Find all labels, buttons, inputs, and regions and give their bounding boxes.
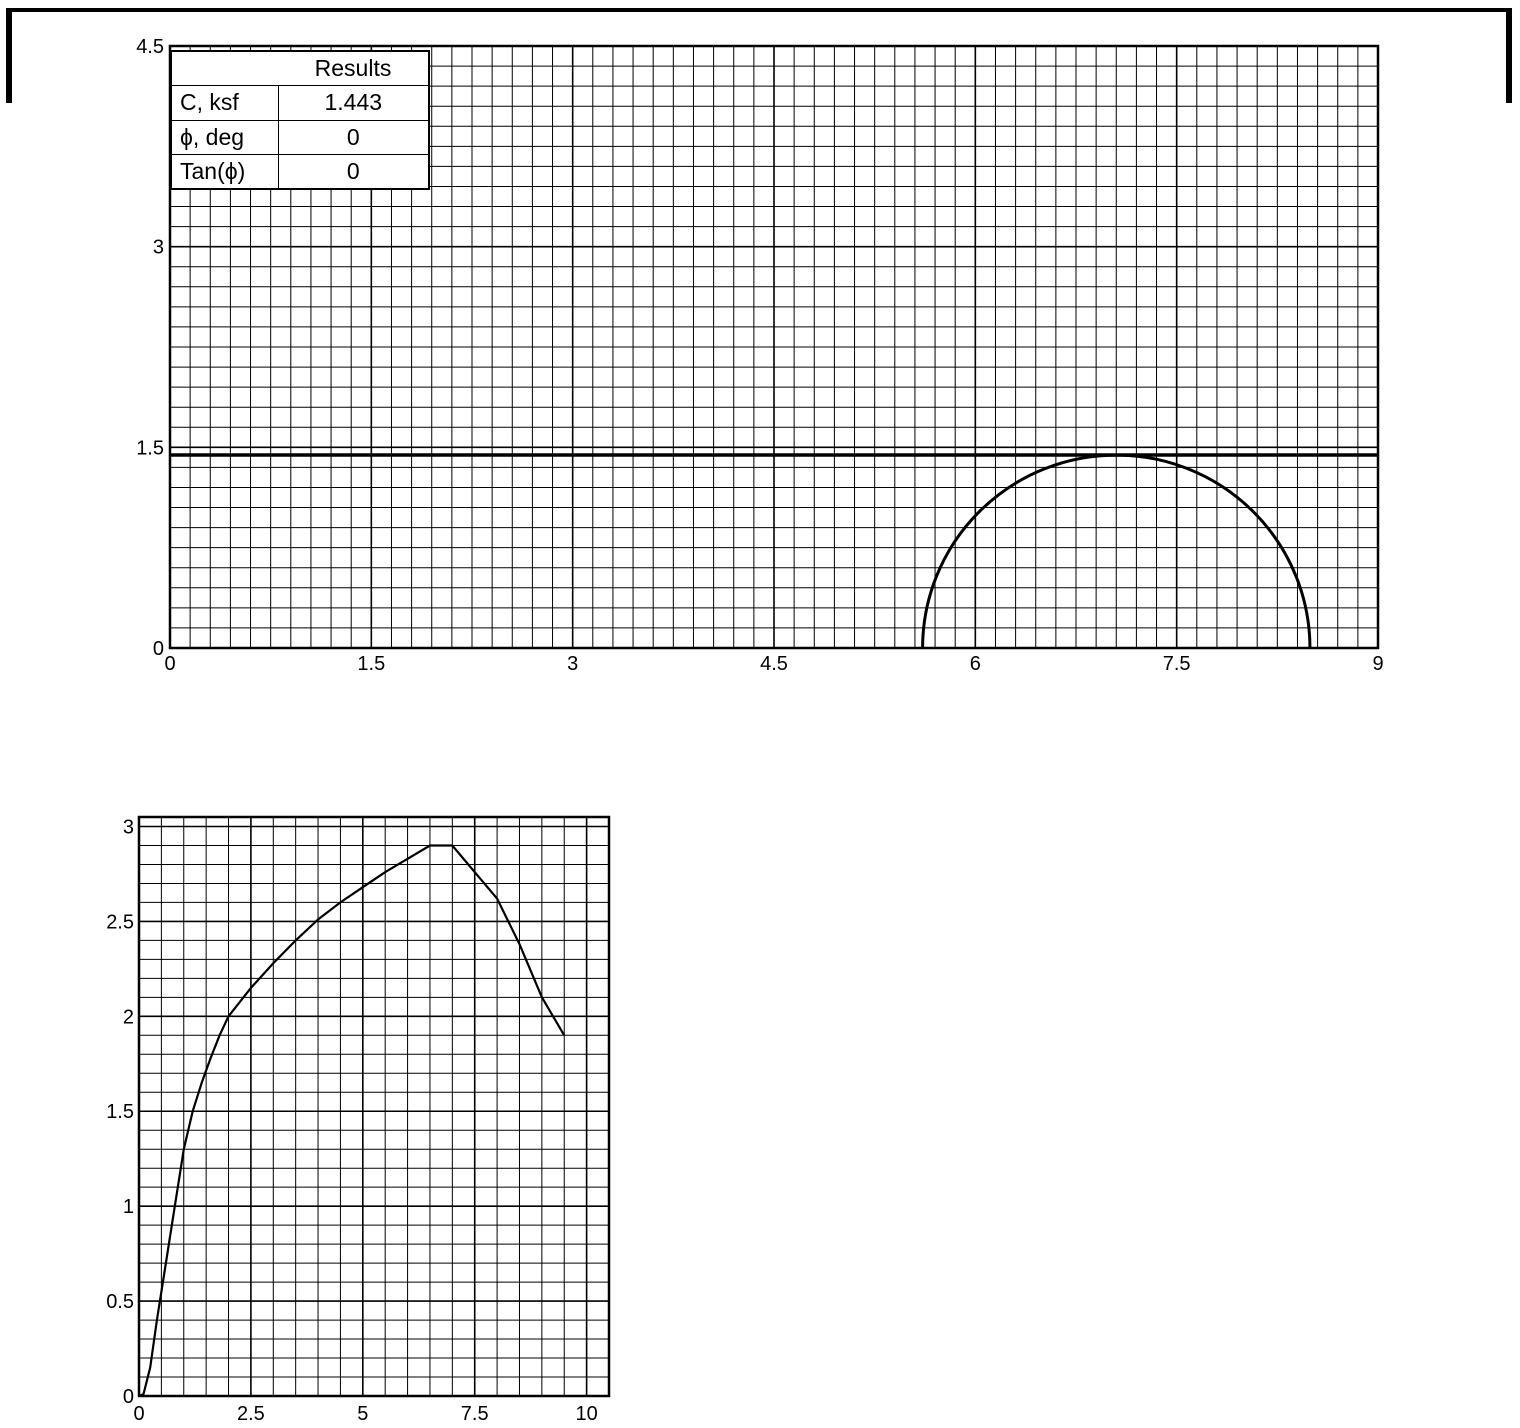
results-value-friction-angle: 0 [278, 120, 429, 155]
chart2-grid [139, 817, 609, 1396]
chart2-x-tick-label: 5 [357, 1403, 369, 1425]
chart2-y-tick-label: 1.5 [106, 1101, 134, 1124]
chart1-x-tick-label: 1.5 [357, 653, 386, 675]
chart2-y-tick-label: 1 [122, 1196, 134, 1219]
chart1-x-tick-label: 6 [969, 653, 981, 675]
results-header: Results [278, 51, 429, 86]
chart1-x-tick-label: 3 [567, 653, 579, 675]
chart1-x-tick-label: 7.5 [1162, 653, 1191, 675]
results-label-tan-phi: Tan(ϕ) [171, 155, 278, 190]
chart2-plot-frame [139, 817, 609, 1396]
stress-strain-curve [139, 846, 564, 1397]
chart1-y-tick-label: 3 [152, 236, 164, 259]
chart2-tick-labels [106, 816, 598, 1425]
chart1-y-tick-label: 4.5 [136, 36, 164, 58]
chart2-y-tick-label: 2 [122, 1006, 134, 1029]
chart2-y-tick-label: 0.5 [106, 1291, 134, 1314]
chart1-x-tick-label: 0 [164, 653, 176, 675]
chart2-x-tick-label: 2.5 [236, 1403, 265, 1425]
results-label-cohesion: C, ksf [171, 86, 278, 121]
chart1-y-tick-label: 1.5 [136, 437, 164, 460]
chart2-y-tick-label: 3 [122, 816, 134, 839]
chart2-y-tick-label: 0 [122, 1386, 134, 1408]
chart1-x-tick-label: 9 [1372, 653, 1384, 675]
chart2-y-tick-label: 2.5 [106, 911, 134, 934]
results-value-tan-phi: 0 [278, 155, 429, 190]
chart1-y-tick-label: 0 [152, 638, 164, 660]
chart2-x-tick-label: 10 [575, 1403, 598, 1425]
chart2-x-tick-label: 7.5 [460, 1403, 489, 1425]
chart2-series [139, 846, 564, 1397]
chart1-x-tick-label: 4.5 [760, 653, 788, 675]
results-value-cohesion: 1.443 [278, 86, 429, 121]
chart2-x-tick-label: 0 [133, 1403, 145, 1425]
results-label-friction-angle: ϕ, deg [171, 120, 278, 155]
